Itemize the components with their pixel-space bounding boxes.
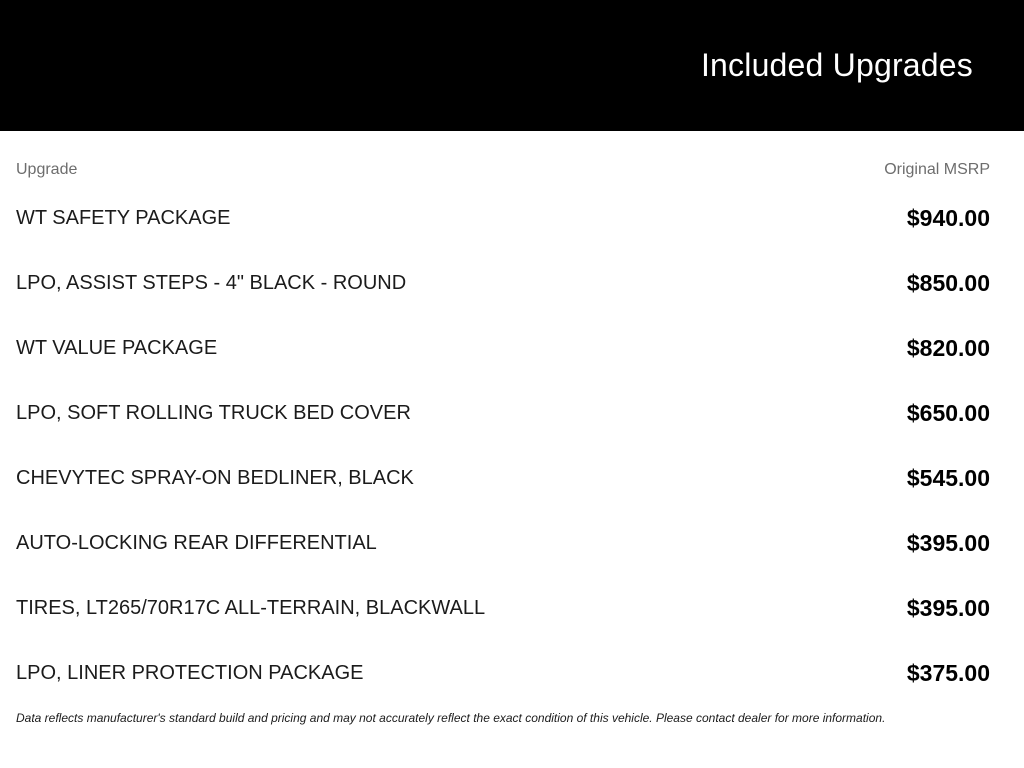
- table-row: [16, 186, 990, 251]
- upgrade-price: $375.00: [906, 660, 990, 686]
- upgrade-price: $850.00: [906, 270, 990, 296]
- upgrade-name: LPO, LINER PROTECTION PACKAGE: [16, 662, 364, 684]
- disclaimer-text: Data reflects manufacturer's standard build and pricing and may not accurately reflect the exact condition of this vehicle. Please contact dealer for more information.: [16, 711, 886, 725]
- table-column-headers: [16, 154, 990, 186]
- column-header-upgrade: Upgrade: [16, 161, 78, 178]
- upgrade-price: $650.00: [906, 400, 990, 426]
- table-row: [16, 381, 990, 446]
- upgrade-name: WT SAFETY PACKAGE: [16, 207, 231, 229]
- header-band: [0, 0, 1024, 131]
- column-header-original-msrp: Original MSRP: [884, 161, 990, 178]
- upgrade-name: LPO, SOFT ROLLING TRUCK BED COVER: [16, 402, 411, 424]
- upgrade-price: $395.00: [906, 530, 990, 556]
- upgrade-name: CHEVYTEC SPRAY-ON BEDLINER, BLACK: [16, 467, 414, 489]
- upgrade-price: $545.00: [906, 465, 990, 491]
- upgrade-name: AUTO-LOCKING REAR DIFFERENTIAL: [16, 532, 377, 554]
- table-row: [16, 576, 990, 641]
- upgrade-name: LPO, ASSIST STEPS - 4" BLACK - ROUND: [16, 272, 407, 294]
- table-row: [16, 446, 990, 511]
- table-row: [16, 316, 990, 381]
- table-rows: [16, 186, 990, 706]
- upgrades-table: [0, 154, 1024, 725]
- upgrade-name: WT VALUE PACKAGE: [16, 337, 218, 359]
- upgrade-name: TIRES, LT265/70R17C ALL-TERRAIN, BLACKWALL: [16, 597, 486, 619]
- table-row: [16, 641, 990, 706]
- upgrade-price: $395.00: [906, 595, 990, 621]
- upgrade-price: $820.00: [906, 335, 990, 361]
- table-row: [16, 251, 990, 316]
- table-row: [16, 511, 990, 576]
- page-title: Included Upgrades: [700, 47, 973, 83]
- upgrade-price: $940.00: [906, 205, 990, 231]
